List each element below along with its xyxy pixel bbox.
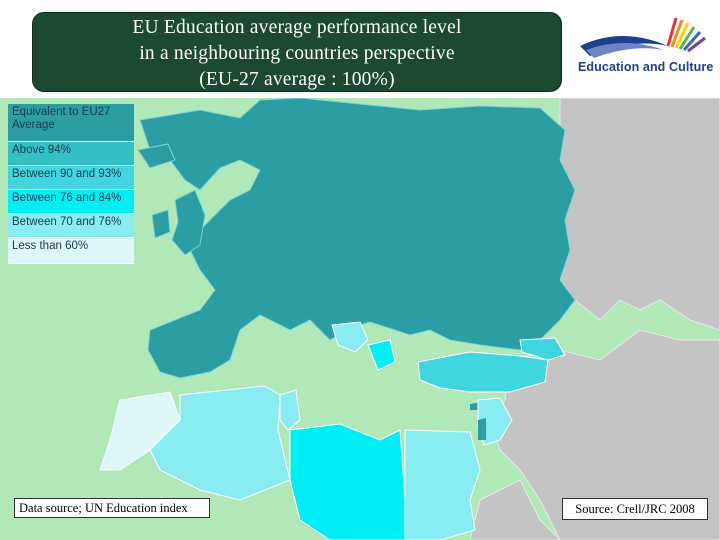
legend-item-90-93: [8, 166, 134, 190]
legend-item-above-94: [8, 142, 134, 166]
title-line-3: (EU-27 average : 100%): [199, 69, 395, 90]
land-grey-russia: [560, 98, 720, 330]
legend-item-76-84: [8, 190, 134, 214]
logo-stripes: [668, 18, 705, 51]
title-box: [32, 12, 562, 92]
legend-label: Equivalent to EU27 Average: [12, 106, 111, 131]
legend-item-eu27: [8, 104, 134, 142]
legend-label: Above 94%: [12, 144, 71, 156]
legend-item-70-76: [8, 214, 134, 238]
land-turkey: [418, 352, 548, 392]
legend-label: Between 90 and 93%: [12, 168, 122, 180]
legend-item-less-60: [8, 238, 134, 264]
source-box: Source: Crell/JRC 2008: [562, 498, 708, 520]
land-libya: [290, 424, 405, 540]
legend-label: Less than 60%: [12, 240, 89, 252]
legend-label: Between 76 and 84%: [12, 192, 122, 204]
land-egypt: [405, 430, 480, 540]
data-source-box: Data source; UN Education index: [14, 498, 210, 518]
logo-text: Education and Culture: [578, 60, 714, 74]
legend: [8, 104, 134, 264]
title-line-2: in a neighbouring countries perspective: [139, 43, 455, 64]
eu-logo: [572, 6, 712, 96]
title-line-1: EU Education average performance level: [132, 17, 462, 38]
land-israel: [478, 418, 486, 440]
legend-label: Between 70 and 76%: [12, 216, 122, 228]
